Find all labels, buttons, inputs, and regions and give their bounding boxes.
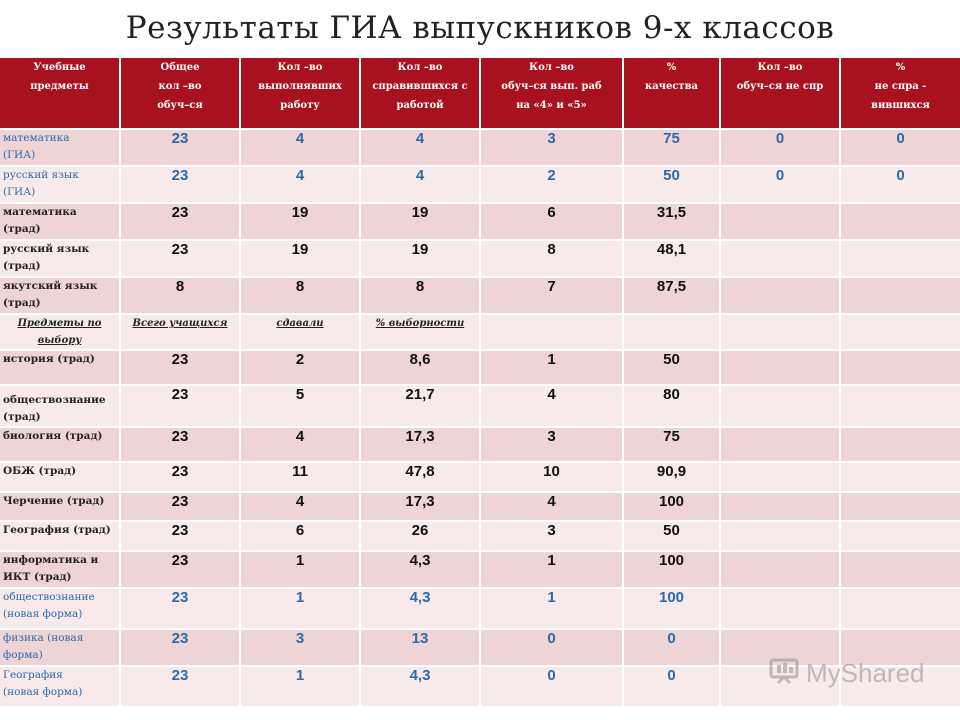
- value-cell: 4: [240, 166, 360, 203]
- value-cell: 90,9: [623, 462, 720, 492]
- table-row: [0, 588, 960, 629]
- watermark-text: MyShared: [806, 658, 925, 688]
- subject-cell: Черчение (трад): [0, 492, 120, 521]
- value-cell: 23: [120, 551, 240, 588]
- subject-cell: информатика и ИКТ (трад): [0, 551, 120, 588]
- value-cell: [840, 462, 960, 492]
- value-cell: 8: [120, 277, 240, 314]
- value-cell: 17,3: [360, 492, 480, 521]
- value-cell: [720, 385, 840, 427]
- value-cell: 4: [360, 166, 480, 203]
- subject-cell: русский язык (ГИА): [0, 166, 120, 203]
- value-cell: 8,6: [360, 350, 480, 385]
- value-cell: 11: [240, 462, 360, 492]
- value-cell: 23: [120, 129, 240, 166]
- value-cell: 75: [623, 427, 720, 462]
- subject-cell: биология (трад): [0, 427, 120, 462]
- value-cell: 26: [360, 521, 480, 551]
- value-cell: 23: [120, 492, 240, 521]
- value-cell: 23: [120, 521, 240, 551]
- header-row: [0, 58, 960, 129]
- header-passed: Кол –во справившихся с работой: [360, 58, 480, 129]
- value-cell: 19: [240, 203, 360, 240]
- table-row: [0, 385, 960, 427]
- subheader-elective-subjects: Предметы по выбору: [0, 314, 120, 350]
- value-cell: 0: [480, 666, 623, 706]
- value-cell: 23: [120, 588, 240, 629]
- table-row: [0, 521, 960, 551]
- value-cell: [840, 203, 960, 240]
- value-cell: [720, 521, 840, 551]
- table-row: [0, 462, 960, 492]
- value-cell: 1: [240, 588, 360, 629]
- value-cell: 23: [120, 629, 240, 666]
- table-row: [0, 129, 960, 166]
- page-title: Результаты ГИА выпускников 9-х классов: [125, 10, 835, 46]
- value-cell: 0: [720, 166, 840, 203]
- value-cell: 50: [623, 166, 720, 203]
- value-cell: 19: [360, 240, 480, 277]
- value-cell: 2: [480, 166, 623, 203]
- value-cell: 19: [240, 240, 360, 277]
- value-cell: 6: [480, 203, 623, 240]
- value-cell: 75: [623, 129, 720, 166]
- table-row: [0, 203, 960, 240]
- value-cell: 47,8: [360, 462, 480, 492]
- value-cell: 50: [623, 350, 720, 385]
- value-cell: [720, 492, 840, 521]
- value-cell: 87,5: [623, 277, 720, 314]
- value-cell: 4: [240, 427, 360, 462]
- value-cell: 4: [240, 492, 360, 521]
- value-cell: 0: [623, 666, 720, 706]
- subject-cell: история (трад): [0, 350, 120, 385]
- value-cell: 13: [360, 629, 480, 666]
- value-cell: [720, 350, 840, 385]
- value-cell: 23: [120, 427, 240, 462]
- value-cell: 23: [120, 203, 240, 240]
- table-row: [0, 277, 960, 314]
- value-cell: 23: [120, 385, 240, 427]
- subject-cell: ОБЖ (трад): [0, 462, 120, 492]
- value-cell: [840, 492, 960, 521]
- subject-cell: якутский язык (трад): [0, 277, 120, 314]
- value-cell: 7: [480, 277, 623, 314]
- table-row: [0, 551, 960, 588]
- value-cell: 0: [720, 129, 840, 166]
- value-cell: 80: [623, 385, 720, 427]
- value-cell: 0: [840, 166, 960, 203]
- empty-cell: [480, 314, 623, 350]
- value-cell: [840, 385, 960, 427]
- header-total-students: Общее кол –во обуч–ся: [120, 58, 240, 129]
- value-cell: 23: [120, 462, 240, 492]
- empty-cell: [840, 314, 960, 350]
- value-cell: 48,1: [623, 240, 720, 277]
- header-good-grades: Кол –во обуч–ся вып. раб на «4» и «5»: [480, 58, 623, 129]
- value-cell: 6: [240, 521, 360, 551]
- value-cell: 0: [840, 129, 960, 166]
- subject-cell: русский язык (трад): [0, 240, 120, 277]
- value-cell: [720, 462, 840, 492]
- value-cell: 50: [623, 521, 720, 551]
- value-cell: 4: [480, 492, 623, 521]
- value-cell: [840, 240, 960, 277]
- watermark-logo: [768, 656, 948, 692]
- value-cell: 8: [240, 277, 360, 314]
- value-cell: [720, 427, 840, 462]
- table-row: [0, 350, 960, 385]
- value-cell: 4,3: [360, 666, 480, 706]
- value-cell: 23: [120, 240, 240, 277]
- value-cell: [840, 277, 960, 314]
- subject-cell: обществознание (новая форма): [0, 588, 120, 629]
- header-failed-count: Кол –во обуч–ся не спр: [720, 58, 840, 129]
- value-cell: 1: [480, 350, 623, 385]
- table-row: [0, 427, 960, 462]
- value-cell: [720, 203, 840, 240]
- header-subjects: Учебные предметы: [0, 58, 120, 129]
- header-quality-percent: % качества: [623, 58, 720, 129]
- value-cell: 1: [240, 666, 360, 706]
- value-cell: 0: [480, 629, 623, 666]
- value-cell: 31,5: [623, 203, 720, 240]
- value-cell: [840, 521, 960, 551]
- value-cell: 3: [480, 521, 623, 551]
- value-cell: 21,7: [360, 385, 480, 427]
- value-cell: 8: [480, 240, 623, 277]
- value-cell: 3: [240, 629, 360, 666]
- value-cell: [840, 427, 960, 462]
- value-cell: 4: [480, 385, 623, 427]
- value-cell: 8: [360, 277, 480, 314]
- value-cell: 100: [623, 492, 720, 521]
- results-table: [0, 58, 960, 706]
- value-cell: 100: [623, 551, 720, 588]
- value-cell: 4,3: [360, 551, 480, 588]
- value-cell: 23: [120, 666, 240, 706]
- value-cell: [720, 551, 840, 588]
- value-cell: 3: [480, 427, 623, 462]
- value-cell: [720, 240, 840, 277]
- value-cell: 1: [480, 588, 623, 629]
- value-cell: 4: [360, 129, 480, 166]
- subheader-row: [0, 314, 960, 350]
- empty-cell: [623, 314, 720, 350]
- value-cell: [840, 588, 960, 629]
- value-cell: 4,3: [360, 588, 480, 629]
- subject-cell: География (трад): [0, 521, 120, 551]
- subject-cell: обществознание (трад): [0, 385, 120, 427]
- table-row: [0, 240, 960, 277]
- value-cell: [720, 277, 840, 314]
- value-cell: [840, 350, 960, 385]
- value-cell: 3: [480, 129, 623, 166]
- value-cell: 1: [240, 551, 360, 588]
- value-cell: 19: [360, 203, 480, 240]
- subject-cell: математика (трад): [0, 203, 120, 240]
- subheader-took-exam: сдавали: [240, 314, 360, 350]
- value-cell: [840, 551, 960, 588]
- subject-cell: География (новая форма): [0, 666, 120, 706]
- value-cell: 23: [120, 166, 240, 203]
- value-cell: 23: [120, 350, 240, 385]
- subject-cell: математика (ГИА): [0, 129, 120, 166]
- table-row: [0, 166, 960, 203]
- value-cell: 0: [623, 629, 720, 666]
- value-cell: 100: [623, 588, 720, 629]
- presentation-icon: [768, 656, 802, 686]
- subheader-all-students: Всего учащихся: [120, 314, 240, 350]
- value-cell: 4: [240, 129, 360, 166]
- subheader-selection-percent: % выборности: [360, 314, 480, 350]
- empty-cell: [720, 314, 840, 350]
- table-row: [0, 492, 960, 521]
- header-failed-percent: % не спра - вившихся: [840, 58, 960, 129]
- value-cell: 5: [240, 385, 360, 427]
- value-cell: 1: [480, 551, 623, 588]
- value-cell: 10: [480, 462, 623, 492]
- header-took-exam: Кол –во выполнявших работу: [240, 58, 360, 129]
- value-cell: 2: [240, 350, 360, 385]
- value-cell: [720, 588, 840, 629]
- value-cell: 17,3: [360, 427, 480, 462]
- subject-cell: физика (новая форма): [0, 629, 120, 666]
